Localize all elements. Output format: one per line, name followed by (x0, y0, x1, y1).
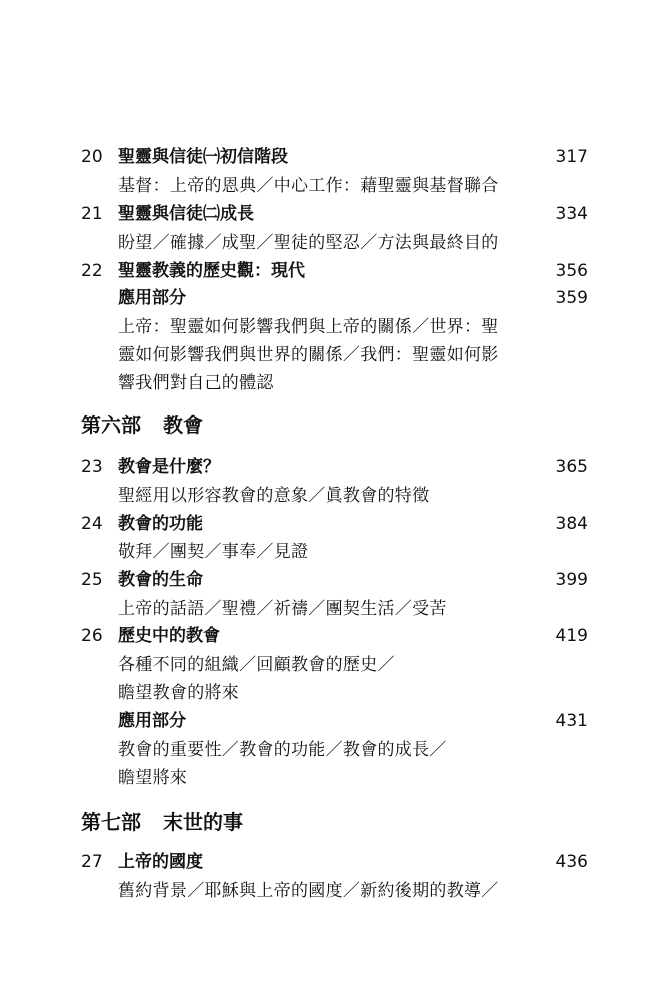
chapter-title: 聖靈教義的歷史觀：現代 (118, 261, 305, 281)
chapter-title: 教會是什麼？ (118, 457, 220, 477)
toc-entry-application-5[interactable] (0, 284, 666, 312)
subtopic-line: 聖經用以形容教會的意象／眞教會的特徵 (118, 486, 430, 506)
chapter-subtopics (0, 679, 666, 707)
chapter-subtopics (0, 229, 666, 257)
application-title: 應用部分 (118, 711, 186, 731)
chapter-number: 21 (81, 204, 103, 224)
page-number: 365 (555, 457, 588, 477)
part-title: 教會 (163, 413, 203, 437)
application-subtopics (0, 313, 666, 341)
subtopic-line: 瞻望將來 (118, 768, 188, 788)
application-title: 應用部分 (118, 288, 186, 308)
toc-entry-20[interactable] (0, 143, 666, 171)
toc-entry-27[interactable] (0, 848, 666, 876)
subtopic-line: 上帝的話語／聖禮／祈禱／團契生活／受苦 (118, 599, 447, 619)
page-number: 317 (555, 147, 588, 167)
subtopic-line: 敬拜／團契／事奉／見證 (118, 542, 309, 562)
chapter-subtopics (0, 538, 666, 566)
toc-entry-application-6[interactable] (0, 707, 666, 735)
subtopic-line: 響我們對自己的體認 (118, 373, 274, 393)
toc-entry-21[interactable] (0, 200, 666, 228)
part-heading-6 (81, 410, 203, 440)
toc-entry-24[interactable] (0, 510, 666, 538)
chapter-title: 教會的生命 (118, 570, 203, 590)
page-number: 356 (555, 261, 588, 281)
subtopic-line: 基督：上帝的恩典／中心工作：藉聖靈與基督聯合 (118, 176, 499, 196)
page-number: 431 (555, 711, 588, 731)
subtopic-line: 盼望／確據／成聖／聖徒的堅忍／方法與最終目的 (118, 233, 499, 253)
chapter-title: 上帝的國度 (118, 852, 203, 872)
application-subtopics (0, 369, 666, 397)
chapter-number: 20 (81, 147, 103, 167)
subtopic-line: 各種不同的組織／回顧教會的歷史／ (118, 655, 395, 675)
part-title: 末世的事 (163, 810, 243, 834)
chapter-number: 22 (81, 261, 103, 281)
part-label: 第七部 (81, 810, 141, 834)
page-number: 399 (555, 570, 588, 590)
part-heading-7 (81, 807, 243, 837)
application-subtopics (0, 764, 666, 792)
chapter-subtopics (0, 595, 666, 623)
chapter-title: 教會的功能 (118, 514, 203, 534)
subtopic-line: 上帝：聖靈如何影響我們與上帝的關係／世界：聖 (118, 317, 499, 337)
subtopic-line: 舊約背景／耶穌與上帝的國度／新約後期的教導／ (118, 881, 499, 901)
part-label: 第六部 (81, 413, 141, 437)
page-number: 359 (555, 288, 588, 308)
subtopic-line: 教會的重要性／教會的功能／教會的成長／ (118, 740, 447, 760)
chapter-number: 26 (81, 626, 103, 646)
chapter-number: 25 (81, 570, 103, 590)
application-subtopics (0, 341, 666, 369)
subtopic-line: 靈如何影響我們與世界的關係／我們：聖靈如何影 (118, 345, 499, 365)
page-number: 334 (555, 204, 588, 224)
page-number: 419 (555, 626, 588, 646)
chapter-number: 27 (81, 852, 103, 872)
chapter-subtopics (0, 172, 666, 200)
chapter-number: 24 (81, 514, 103, 534)
chapter-title: 聖靈與信徒㈠初信階段 (118, 147, 288, 167)
chapter-subtopics (0, 651, 666, 679)
subtopic-line: 瞻望教會的將來 (118, 683, 240, 703)
chapter-subtopics (0, 877, 666, 905)
application-subtopics (0, 736, 666, 764)
page-number: 384 (555, 514, 588, 534)
chapter-subtopics (0, 482, 666, 510)
chapter-title: 歷史中的教會 (118, 626, 220, 646)
toc-entry-22[interactable] (0, 257, 666, 285)
chapter-number: 23 (81, 457, 103, 477)
page-number: 436 (555, 852, 588, 872)
toc-entry-26[interactable] (0, 622, 666, 650)
toc-entry-25[interactable] (0, 566, 666, 594)
toc-entry-23[interactable] (0, 453, 666, 481)
chapter-title: 聖靈與信徒㈡成長 (118, 204, 254, 224)
